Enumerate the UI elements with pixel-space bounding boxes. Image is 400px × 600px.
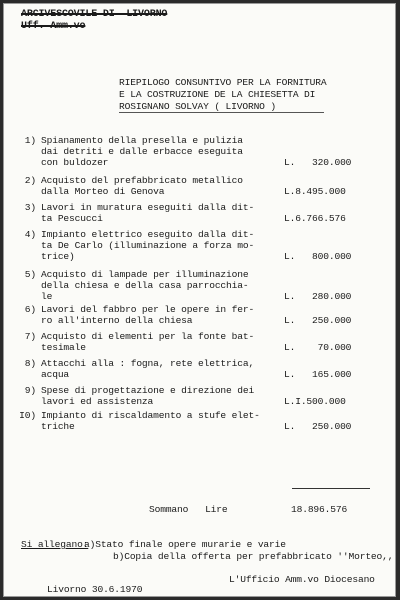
item-amount: L. 320.000	[284, 157, 352, 168]
item-amount: L. 70.000	[284, 342, 352, 353]
document-title-line-2: E LA COSTRUZIONE DE LA CHIESETTA DI	[119, 89, 316, 100]
item-amount: L. 800.000	[284, 251, 352, 262]
item-description-line: ta Pescucci	[41, 213, 103, 224]
item-number: 2)	[24, 175, 36, 186]
total-label: Sommano Lire	[149, 504, 228, 515]
document-page	[3, 3, 396, 597]
item-number: 6)	[24, 304, 36, 315]
letterhead-line-2: Uff. Amm.vo	[21, 21, 86, 32]
item-description-line: della chiesa e della casa parrocchia-	[41, 280, 249, 291]
place-date: Livorno 30.6.1970	[47, 584, 143, 595]
item-description-line: lavori ed assistenza	[41, 396, 154, 407]
total-rule	[292, 488, 370, 489]
item-amount: L. 165.000	[284, 369, 352, 380]
item-description-line: Attacchi alla : fogna, rete elettrica,	[41, 358, 255, 369]
item-number: 5)	[24, 269, 36, 280]
item-description-line: Spese di progettazione e direzione dei	[41, 385, 255, 396]
issuing-office: L'Ufficio Amm.vo Diocesano	[229, 574, 375, 585]
item-description-line: trice)	[41, 251, 75, 262]
item-description-line: Impianto di riscaldamento a stufe elet-	[41, 410, 260, 421]
item-number: I0)	[19, 410, 36, 421]
item-amount: L. 280.000	[284, 291, 352, 302]
item-amount: L.8.495.000	[284, 186, 346, 197]
item-description-line: Acquisto di lampade per illuminazione	[41, 269, 249, 280]
item-description-line: tesimale	[41, 342, 86, 353]
item-number: 1)	[24, 135, 36, 146]
item-amount: L.I.500.000	[284, 396, 346, 407]
item-description-line: dai detriti e dalle erbacce eseguita	[41, 146, 243, 157]
item-description-line: le	[41, 291, 53, 302]
item-description-line: Spianamento della presella e pulizia	[41, 135, 243, 146]
item-number: 3)	[24, 202, 36, 213]
item-number: 7)	[24, 331, 36, 342]
item-description-line: ta De Carlo (illuminazione a forza mo-	[41, 240, 255, 251]
item-description-line: ro all'interno della chiesa	[41, 315, 193, 326]
item-number: 9)	[24, 385, 36, 396]
item-number: 4)	[24, 229, 36, 240]
item-amount: L.6.766.576	[284, 213, 346, 224]
letterhead-line-1: ARCIVESCOVILE DI LIVORNO	[21, 9, 168, 20]
item-description-line: dalla Morteo di Genova	[41, 186, 165, 197]
item-number: 8)	[24, 358, 36, 369]
attachment-b: b)Copia della offerta per prefabbricato ''Morteo,,	[113, 551, 394, 562]
item-description-line: Impianto elettrico eseguito dalla dit-	[41, 229, 255, 240]
item-description-line: triche	[41, 421, 75, 432]
attachment-a: a)Stato finale opere murarie e varie	[84, 539, 286, 550]
item-description-line: Acquisto del prefabbricato metallico	[41, 175, 243, 186]
document-title-line-3: ROSIGNANO SOLVAY ( LIVORNO )	[119, 101, 277, 112]
item-amount: L. 250.000	[284, 421, 352, 432]
item-description-line: con buldozer	[41, 157, 109, 168]
title-underline	[119, 112, 324, 113]
item-description-line: Lavori del fabbro per le opere in fer-	[41, 304, 255, 315]
item-amount: L. 250.000	[284, 315, 352, 326]
item-description-line: Lavori in muratura eseguiti dalla dit-	[41, 202, 255, 213]
item-description-line: Acquisto di elementi per la fonte bat-	[41, 331, 255, 342]
attachments-label: Si allegano:	[21, 539, 89, 550]
item-description-line: acqua	[41, 369, 70, 380]
total-amount: 18.896.576	[291, 504, 348, 515]
document-title-line-1: RIEPILOGO CONSUNTIVO PER LA FORNITURA	[119, 77, 327, 88]
